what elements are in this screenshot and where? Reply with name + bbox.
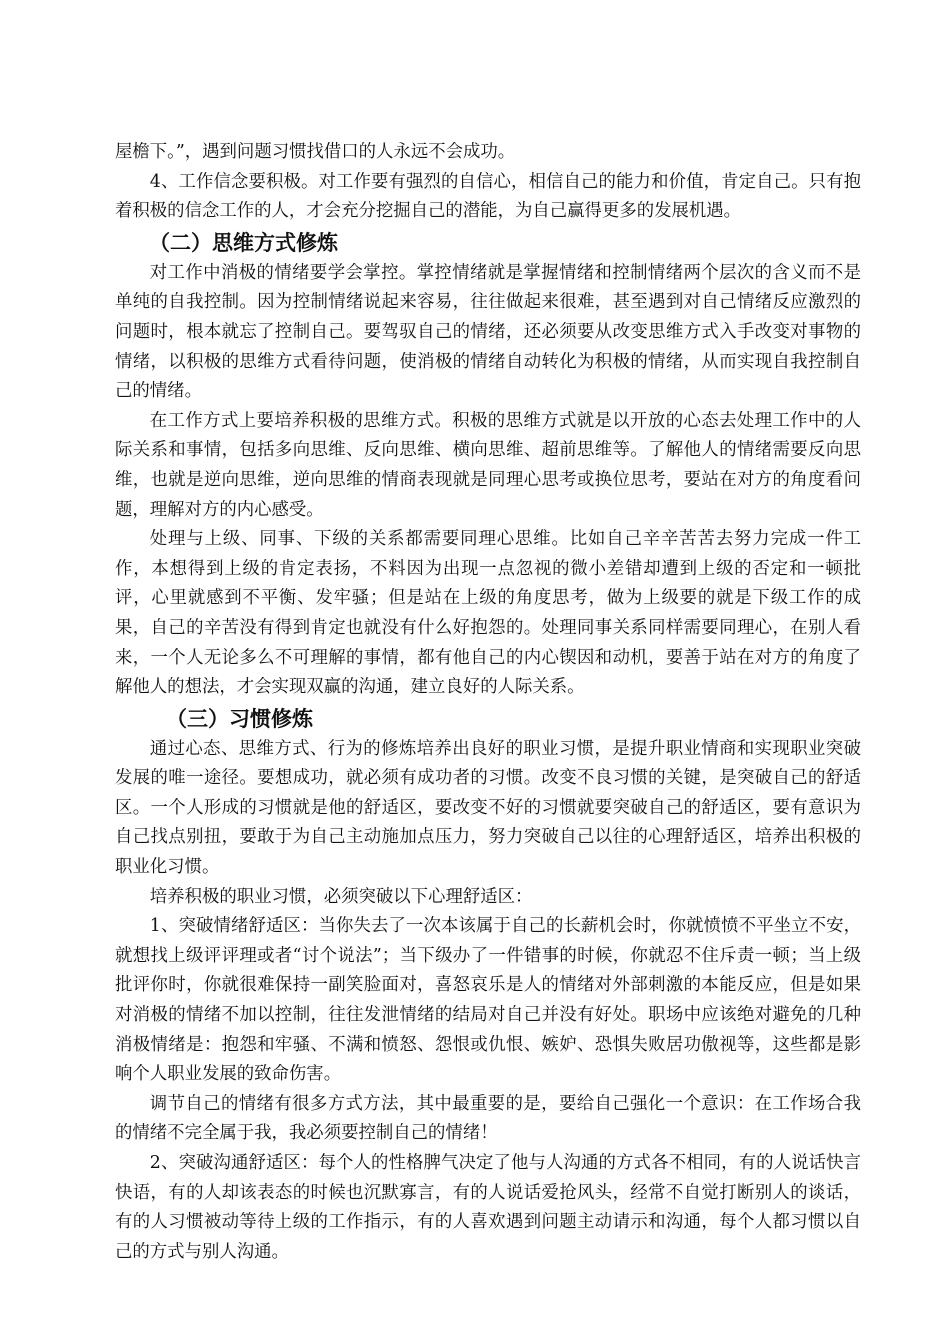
section-heading-habit: （三）习惯修炼: [166, 706, 313, 731]
paragraph: 处理与上级、同事、下级的关系都需要同理心思维。比如自己辛辛苦苦去努力完成一件工作，本想得到上级的肯定表扬，不料因为出现一点忽视的微小差错却遭到上级的否定和一顿批评，心里就感到不平衡、发牢骚；但是站在上级的角度思考，做为上级要的就是下级工作的成果，自己的辛苦没有得到肯定也就没有什么好抱怨的。处理同事关系同样需要同理心，在别人看来，一个人无论多么不可理解的事情，都有他自己的内心锲因和动机，要善于站在对方的角度了解他人的想法，才会实现双赢的沟通，建立良好的人际关系。: [115, 529, 861, 698]
paragraph: 通过心态、思维方式、行为的修炼培养出良好的职业习惯，是提升职业情商和实现职业突破发展的唯一途径。要想成功，就必须有成功者的习惯。改变不良习惯的关键，是突破自己的舒适区。一个人形成的习惯就是他的舒适区，要改变不好的习惯就要突破自己的舒适区，要有意识为自己找点别扭，要敢于为自己主动施加点压力，努力突破自己以往的心理舒适区，培养出积极的职业化习惯。: [115, 738, 861, 878]
paragraph-continuation: 屋檐下。”，遇到问题习惯找借口的人永远不会成功。: [115, 142, 516, 162]
paragraph: 2、突破沟通舒适区：每个人的性格脾气决定了他与人沟通的方式各不相同，有的人说话快言快语，有的人却该表态的时候也沉默寡言，有的人说话爱抢风头，经常不自觉打断别人的谈话，有的人习惯被动等待上级的工作指示，有的人喜欢遇到问题主动请示和沟通，每个人都习惯以自己的方式与别人沟通。: [115, 1153, 861, 1262]
document-page: [115, 138, 861, 1267]
paragraph: 在工作方式上要培养积极的思维方式。积极的思维方式就是以开放的心态去处理工作中的人际关系和事情，包括多向思维、反向思维、横向思维、超前思维等。了解他人的情绪需要反向思维，也就是逆向思维，逆向思维的情商表现就是同理心思考或换位思考，要站在对方的角度看问题，理解对方的内心感受。: [115, 410, 861, 520]
paragraph: 培养积极的职业习惯，必须突破以下心理舒适区：: [149, 886, 533, 907]
paragraph: 调节自己的情绪有很多方式方法，其中最重要的是，要给自己强化一个意识：在工作场合我的情绪不完全属于我，我必须要控制自己的情绪！: [115, 1093, 861, 1144]
paragraph: 1、突破情绪舒适区：当你失去了一次本该属于自己的长薪机会时，你就愤愤不平坐立不安，就想找上级评评理或者“讨个说法”；当下级办了一件错事的时候，你就忍不住斥责一顿；当上级批评你时，你就很难保持一副笑脸面对，喜怒哀乐是人的情绪对外部刺激的本能反应，但是如果对消极的情绪不加以控制，往往发泄情绪的结局对自己并没有好处。职场中应该绝对避免的几种消极情绪是：抱怨和牢骚、不满和愤怒、怨恨或仇恨、嫉妒、恐惧失败居功傲视等，这些都是影响个人职业发展的致命伤害。: [115, 916, 861, 1085]
paragraph: 对工作中消极的情绪要学会掌控。掌控情绪就是掌握情绪和控制情绪两个层次的含义而不是单纯的自我控制。因为控制情绪说起来容易，往往做起来很难，甚至遇到对自己情绪反应激烈的问题时，根本就忘了控制自己。要驾驭自己的情绪，还必须要从改变思维方式入手改变对事物的情绪，以积极的思维方式看待问题，使消极的情绪自动转化为积极的情绪，从而实现自我控制自己的情绪。: [115, 262, 861, 402]
section-heading-thinking: （二）思维方式修炼: [149, 230, 338, 255]
paragraph-work-belief: 4、工作信念要积极。对工作要有强烈的自信心，相信自己的能力和价值，肯定自己。只有抱着积极的信念工作的人，才会充分挖掘自己的潜能，为自己赢得更多的发展机遇。: [115, 171, 861, 222]
